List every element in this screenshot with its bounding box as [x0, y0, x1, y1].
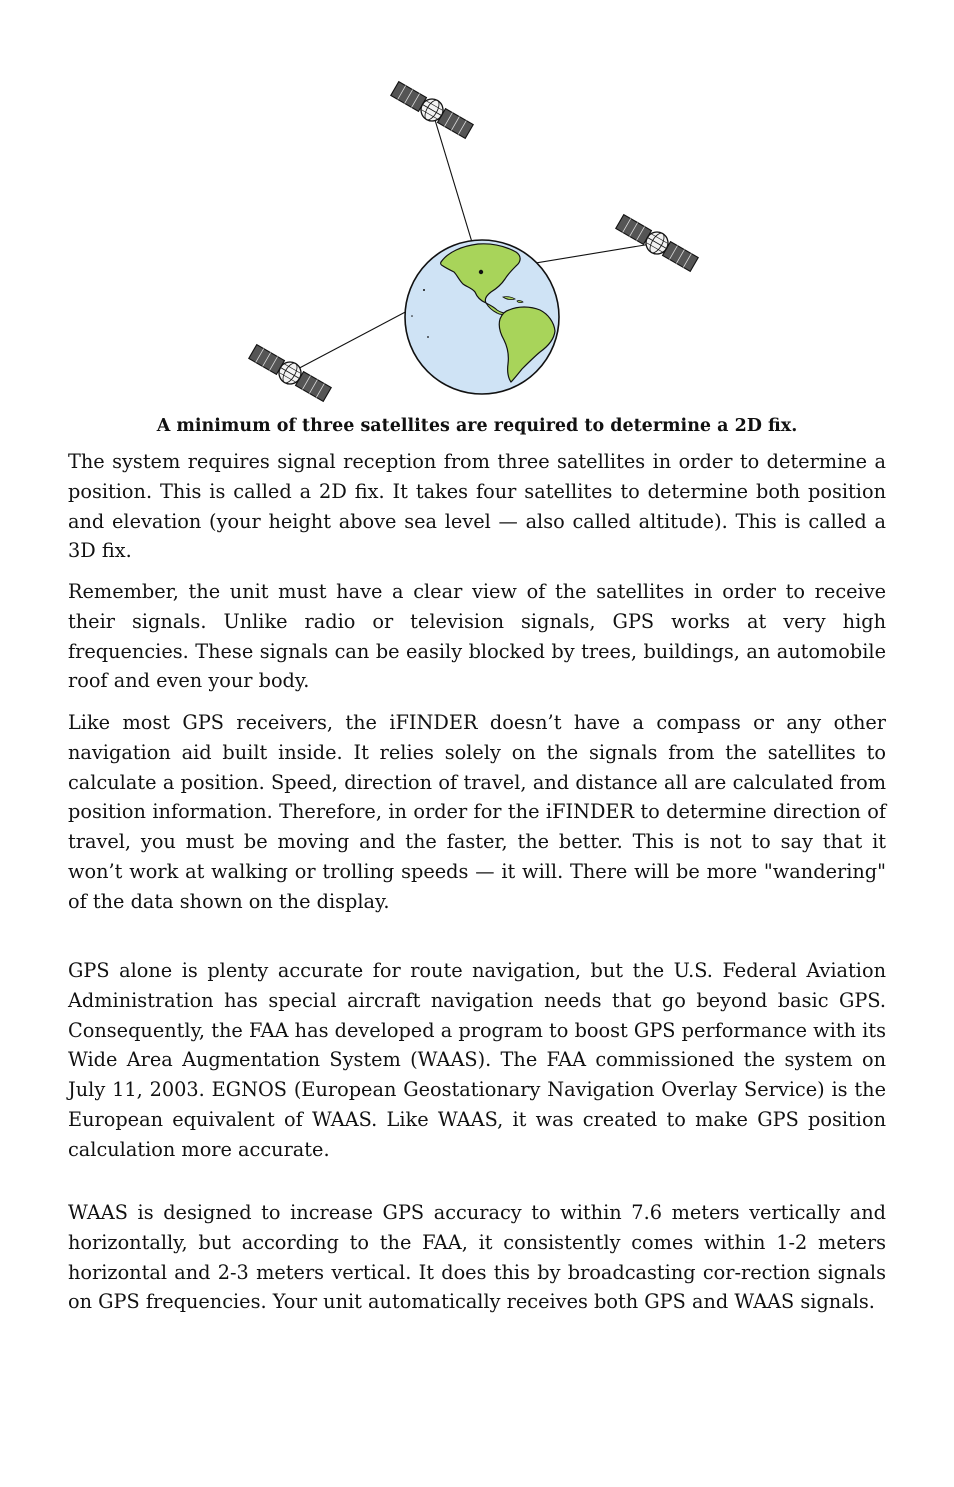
body-paragraph: GPS alone is plenty accurate for route navigation, but the U.S. Federal Aviation Administration has special aircraft navigation needs that go beyond basic GPS. Consequently, the FAA has developed a program to boost GPS performance with its Wide Area Augmentation System (WAAS). The FAA commissioned the system on July 11, 2003. EGNOS (European Geostationary Navigation Overlay Service) is the European equivalent of WAAS. Like WAAS, it was created to make GPS position calculation more accurate. — [68, 959, 886, 1161]
body-paragraph: WAAS is designed to increase GPS accuracy to within 7.6 meters vertically and horizontally, but according to the FAA, it consistently comes within 1-2 meters horizontal and 2-3 meters vertical. It does this by broadcasting cor-rection signals on GPS frequencies. Your unit automatically receives both GPS and WAAS signals. — [68, 1201, 886, 1314]
figure-caption: A minimum of three satellites are required to determine a 2D fix. — [156, 416, 798, 436]
body-paragraph: Remember, the unit must have a clear view of the satellites in order to receive their signals. Unlike radio or television signals, GPS works at very high frequencies. These signals can be easily blocked by trees, buildings, an automobile roof and even your body. — [68, 580, 886, 693]
satellite-icon — [614, 212, 699, 274]
satellite-icon — [389, 80, 474, 141]
satellite-icon — [247, 342, 332, 404]
satellite-globe-illustration — [240, 80, 720, 410]
body-paragraph: Like most GPS receivers, the iFINDER doesn’t have a compass or any other navigation aid built inside. It relies solely on the signals from the satellites to calculate a position. Speed, direction of travel, and distance all are calculated from position information. Therefore, in order for the iFINDER to determine direction of travel, you must be moving and the faster, the better. This is not to say that it won’t work at walking or trolling speeds — it will. There will be more "wandering" of the data shown on the display. — [68, 711, 886, 913]
globe-icon — [405, 240, 559, 394]
body-paragraph: The system requires signal reception from three satellites in order to determine a position. This is called a 2D fix. It takes four satellites to determine both position and elevation (your height above sea level — also called altitude). This is called a 3D fix. — [68, 450, 886, 563]
